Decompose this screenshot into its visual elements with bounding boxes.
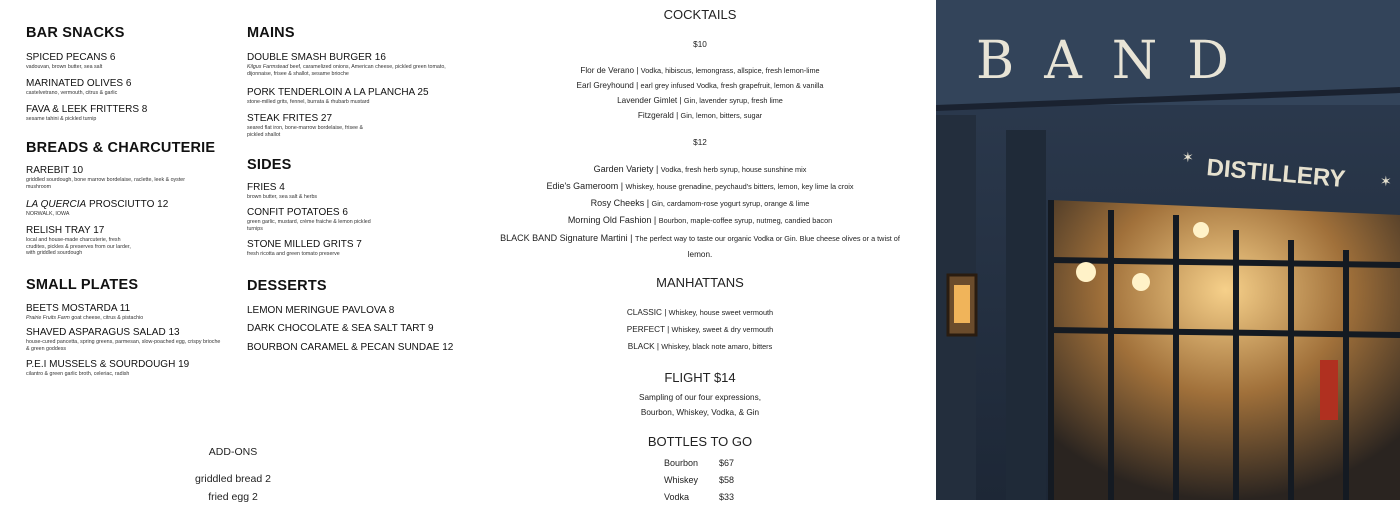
menu-item <box>247 52 447 77</box>
addon-item: griddled bread 2 <box>195 473 271 485</box>
bottle-name: Bourbon <box>664 458 699 468</box>
separator: | <box>673 111 681 120</box>
addon-item: fried egg 2 <box>208 491 258 503</box>
menu-item <box>26 165 206 190</box>
separator: | <box>653 164 661 174</box>
cocktail-item <box>480 66 920 75</box>
menu-item <box>26 225 131 257</box>
bottle-price: $58 <box>719 475 735 485</box>
separator: | <box>654 342 662 351</box>
menu-item <box>247 182 462 201</box>
drink-name: Flor de Verano <box>580 66 635 75</box>
item-desc <box>247 64 447 77</box>
item-desc: griddled sourdough, bone marrow bordelaise, raclette, leek & oyster mushroom <box>26 177 185 190</box>
menu-item <box>247 113 367 138</box>
flight-title: FLIGHT $14 <box>664 370 736 385</box>
drink-desc: Bourbon, maple-coffee syrup, nutmeg, candied bacon <box>658 216 833 225</box>
item-name: MARINATED OLIVES 6 <box>26 78 132 89</box>
item-name-rest: PROSCIUTTO 12 <box>86 199 169 210</box>
menu-item <box>26 199 241 218</box>
cocktails-title: COCKTAILS <box>663 7 737 22</box>
sign-distillery: DISTILLERY <box>1205 154 1347 194</box>
item-desc: castelvetrano, vermouth, citrus & garlic <box>26 90 118 96</box>
item-desc: house-cured pancetta, spring greens, parmesan, slow-poached egg, crispy brioche & green goddess <box>26 339 221 352</box>
menu-item <box>247 239 462 258</box>
drink-desc: Whiskey, sweet & dry vermouth <box>671 325 774 334</box>
menu-item <box>247 323 462 335</box>
separator: | <box>644 198 652 208</box>
distillery-photo <box>936 0 1400 500</box>
item-desc <box>26 315 241 322</box>
menu-item <box>26 359 241 378</box>
manhattans-title: MANHATTANS <box>656 275 744 290</box>
cocktail-item <box>480 96 920 105</box>
item-name: STONE MILLED GRITS 7 <box>247 239 362 250</box>
menu-item <box>26 52 241 71</box>
menu-item <box>247 207 377 232</box>
drink-name: BLACK BAND Signature Martini <box>500 233 628 243</box>
drink-name: PERFECT <box>626 325 665 334</box>
drink-desc: Whiskey, house sweet vermouth <box>668 308 774 317</box>
menu-item <box>247 305 462 317</box>
menu-item <box>247 87 462 106</box>
cocktail-item <box>480 181 920 191</box>
item-name: BEETS MOSTARDA 11 <box>26 303 131 314</box>
drink-name: Garden Variety <box>593 164 654 174</box>
item-desc: fresh ricotta and green tomato preserve <box>247 251 340 257</box>
item-desc-rest: beef, caramelized onions, American cheese, pickled green tomato, dijonnaise, frisee & shallot, sesame brioche <box>247 64 446 77</box>
separator: | <box>651 215 659 225</box>
section-title-desserts: DESSERTS <box>247 278 327 294</box>
cocktail-item <box>480 111 920 120</box>
item-desc: brown butter, sea salt & herbs <box>247 194 318 200</box>
menu-item <box>26 303 241 322</box>
section-title-breads: BREADS & CHARCUTERIE <box>26 140 216 156</box>
bottle-name: Vodka <box>664 492 690 502</box>
drink-name: Morning Old Fashion <box>567 215 652 225</box>
section-title-mains: MAINS <box>247 25 295 41</box>
manhattan-item <box>480 308 920 317</box>
drink-name: Lavender Gimlet <box>617 96 678 105</box>
drink-desc: Whiskey, black note amaro, bitters <box>661 342 773 351</box>
item-desc: vadouvan, brown butter, sea salt <box>26 64 103 70</box>
menu-item <box>26 104 241 123</box>
item-name-italic: LA QUERCIA <box>26 199 87 210</box>
item-desc: stone-milled grits, fennel, burrata & rhubarb mustard <box>247 99 370 105</box>
separator: | <box>634 66 641 75</box>
bottle-price: $67 <box>719 458 735 468</box>
drink-name: Edie's Gameroom <box>546 181 619 191</box>
drink-desc: Gin, lemon, bitters, sugar <box>680 111 763 120</box>
item-name: CONFIT POTATOES 6 <box>247 207 348 218</box>
bottle-price: $33 <box>719 492 735 502</box>
item-name: DARK CHOCOLATE & SEA SALT TART 9 <box>247 323 434 334</box>
cocktail-item <box>480 198 920 208</box>
section-title-bar-snacks: BAR SNACKS <box>26 25 125 41</box>
separator: | <box>627 233 636 243</box>
item-name: FRIES 4 <box>247 182 285 193</box>
flight-line: Bourbon, Whiskey, Vodka, & Gin <box>640 408 760 417</box>
star-icon: ✶ <box>1380 173 1392 189</box>
item-desc-italic: Kilgus Farmstead <box>247 64 289 70</box>
separator: | <box>661 308 669 317</box>
storefront-image <box>936 0 1400 500</box>
addons-title: ADD-ONS <box>208 446 258 458</box>
drink-desc: Gin, cardamom-rose yogurt syrup, orange & lime <box>651 199 810 208</box>
item-name: FAVA & LEEK FRITTERS 8 <box>26 104 148 115</box>
drink-name: Rosy Cheeks <box>590 198 645 208</box>
separator: | <box>664 325 672 334</box>
item-desc: green garlic, mustard, crème fraiche & lemon pickled turnips <box>247 219 371 232</box>
item-desc: NORWALK, IOWA <box>26 211 70 217</box>
drink-name: Earl Greyhound <box>576 81 634 90</box>
item-name: BOURBON CARAMEL & PECAN SUNDAE 12 <box>247 342 454 353</box>
item-desc: cilantro & green garlic broth, celeriac, radish <box>26 371 130 377</box>
item-name <box>26 199 241 211</box>
drink-name: Fitzgerald <box>637 111 674 120</box>
separator: | <box>618 181 626 191</box>
cocktail-desc-continued: lemon. <box>687 250 713 259</box>
price-tier-10: $10 <box>693 40 707 49</box>
bottles-title: BOTTLES TO GO <box>647 434 753 449</box>
item-name: PORK TENDERLOIN A LA PLANCHA 25 <box>247 87 429 98</box>
manhattan-item <box>480 325 920 334</box>
menu-item <box>26 327 221 352</box>
bottle-name: Whiskey <box>664 475 699 485</box>
item-desc-italic: Prairie Fruits Farm <box>26 315 70 321</box>
item-desc: sesame tahini & pickled turnip <box>26 116 97 122</box>
drink-desc: Vodka, hibiscus, lemongrass, allspice, fresh lemon-lime <box>640 66 820 75</box>
drink-desc: Gin, lavender syrup, fresh lime <box>683 96 783 105</box>
drink-desc: Vodka, fresh herb syrup, house sunshine mix <box>660 165 807 174</box>
menu-item <box>247 342 462 354</box>
cocktail-item <box>480 81 920 90</box>
drink-desc: The perfect way to taste our organic Vodka or Gin. Blue cheese olives or a twist of <box>635 234 900 243</box>
item-desc: local and house-made charcuterie, fresh crudites, pickles & preserves from our larder, with griddled sourdough <box>26 237 131 257</box>
cocktail-item <box>480 215 920 225</box>
sign-band: BAND <box>976 31 1259 91</box>
drink-desc: Whiskey, house grenadine, peychaud's bitters, lemon, key lime la croix <box>625 182 854 191</box>
price-tier-12: $12 <box>693 138 707 147</box>
separator: | <box>633 81 641 90</box>
drink-name: CLASSIC <box>626 308 662 317</box>
item-name: P.E.I MUSSELS & SOURDOUGH 19 <box>26 359 190 370</box>
separator: | <box>677 96 684 105</box>
drink-desc: earl grey infused Vodka, fresh grapefruit, lemon & vanilla <box>640 81 824 90</box>
item-desc-rest: goat cheese, citrus & pistachio <box>69 315 144 321</box>
item-name: SPICED PECANS 6 <box>26 52 116 63</box>
item-name: SHAVED ASPARAGUS SALAD 13 <box>26 327 180 338</box>
menu-item <box>26 78 241 97</box>
cocktail-item <box>480 233 920 243</box>
item-name: RELISH TRAY 17 <box>26 225 105 236</box>
item-desc: seared flat iron, bone-marrow bordelaise, frisee & pickled shallot <box>247 125 363 138</box>
item-name: DOUBLE SMASH BURGER 16 <box>247 52 386 63</box>
item-name: LEMON MERINGUE PAVLOVA 8 <box>247 305 395 316</box>
star-icon: ✶ <box>1182 149 1194 165</box>
section-title-small-plates: SMALL PLATES <box>26 277 139 293</box>
drink-name: BLACK <box>627 342 655 351</box>
section-title-sides: SIDES <box>247 157 292 173</box>
manhattan-item <box>480 342 920 351</box>
flight-line: Sampling of our four expressions, <box>639 393 761 402</box>
cocktail-item <box>480 164 920 174</box>
item-name: RAREBIT 10 <box>26 165 84 176</box>
item-name: STEAK FRITES 27 <box>247 113 333 124</box>
